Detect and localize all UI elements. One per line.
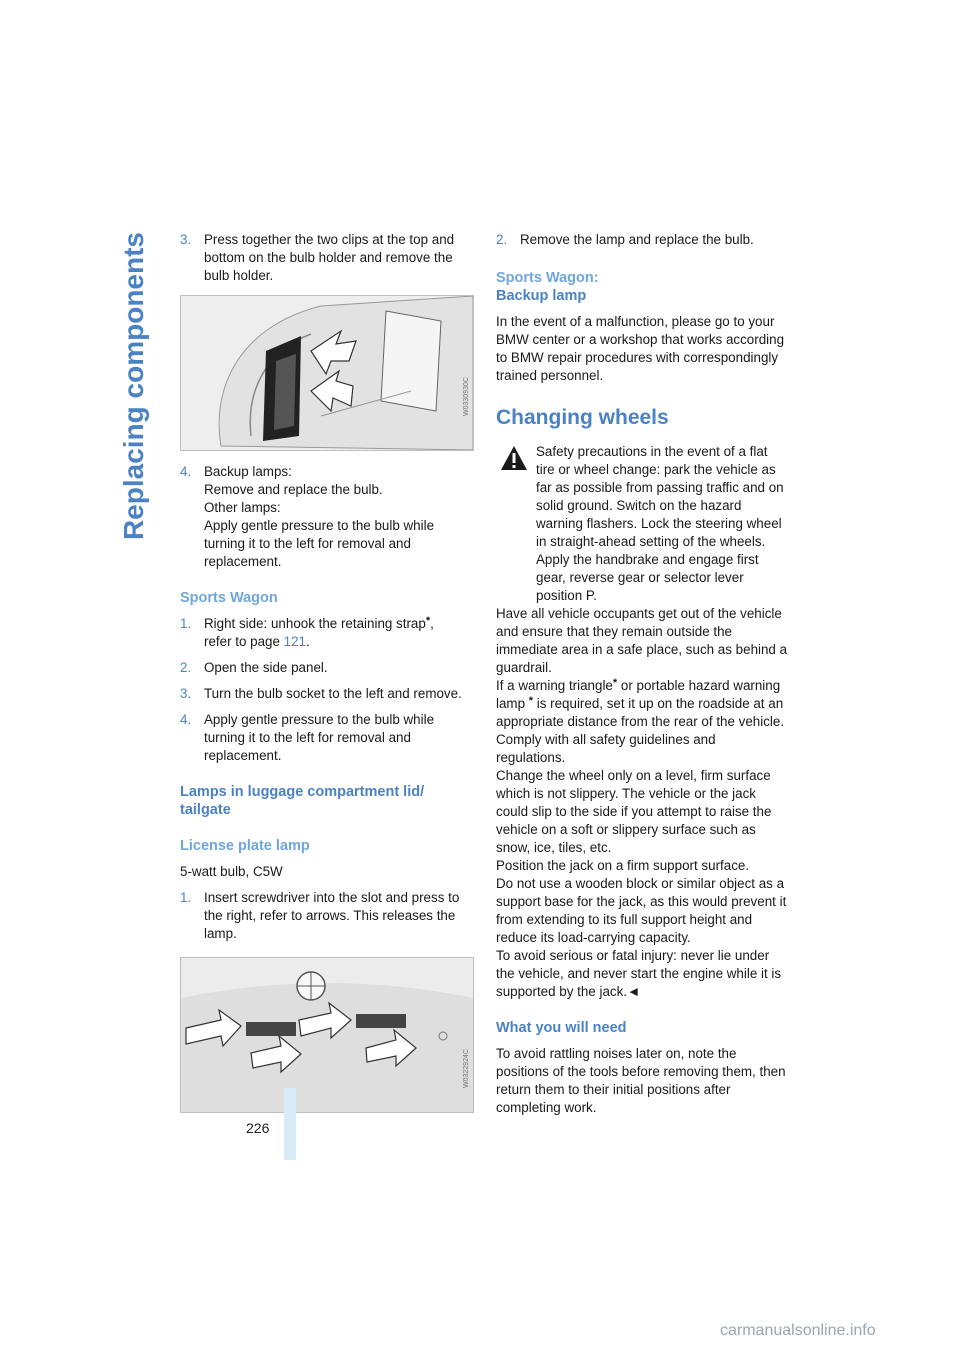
- step-text: Open the side panel.: [204, 660, 328, 675]
- step-text: Insert screwdriver into the slot and press to the right, refer to arrows. This releases the lamp.: [204, 890, 460, 941]
- warning-text-line: is required, set it up on the roadside at an appropriate distance from the rear of the vehicle. Comply with all safety guidelines and regulations.: [496, 696, 785, 765]
- list-item: [180, 659, 472, 677]
- warning-text: Do not use a wooden block or similar object as a support base for the jack, as this would prevent it from extending to its full support height and reduce its load-carrying capacity.: [496, 876, 787, 945]
- warning-block: [496, 443, 788, 605]
- warning-text: [536, 443, 788, 605]
- warning-text-line: Safety precautions in the event of a flat tire or wheel change: park the vehicle as far as possible from passing traffic and on solid ground. Switch on the hazard warning flashers. Lock the steering wheel in straight-ahead setting of the wheels. Apply the handbrake and engage first gear, reverse gear or selector lever position P.: [536, 444, 784, 603]
- section-heading: Sports Wagon: [180, 590, 278, 606]
- optional-equipment-star: *: [528, 695, 534, 707]
- step-text: .: [306, 634, 310, 649]
- warning-text: Position the jack on a firm support surface.: [496, 858, 750, 873]
- list-item: [180, 889, 472, 943]
- step-number: 2.: [496, 232, 508, 247]
- step-text: refer to page: [204, 634, 284, 649]
- section-heading: Lamps in luggage compartment lid/ tailgate: [180, 784, 425, 818]
- end-mark: ◄: [627, 984, 641, 999]
- section-heading: What you will need: [496, 1020, 627, 1036]
- step-text: Other lamps:: [204, 500, 281, 515]
- figure-code: W0322924C: [463, 1049, 470, 1088]
- step-number: 4.: [180, 712, 192, 727]
- list-item: [180, 711, 472, 765]
- warning-triangle-icon: [500, 445, 528, 476]
- list-item: [180, 231, 472, 285]
- step-text: Apply gentle pressure to the bulb while turning it to the left for removal and replacement.: [204, 518, 435, 569]
- bulb-holder-figure: [180, 295, 474, 451]
- warning-text: Have all vehicle occupants get out of the vehicle and ensure that they remain outside the immediate area in a safe place, such as behind a guardrail.: [496, 606, 788, 675]
- warning-text: [496, 947, 788, 1001]
- chapter-title-text: Replacing components: [118, 232, 149, 541]
- step-number: 1.: [180, 616, 192, 631]
- left-column: [180, 231, 472, 1125]
- list-item: [180, 615, 472, 651]
- step-text: Backup lamps:: [204, 464, 292, 479]
- warning-text-line: If a warning triangle: [496, 678, 613, 693]
- warning-text-line: To avoid serious or fatal injury: never lie under the vehicle, and never start the engine while it is supported by the jack.: [496, 948, 782, 999]
- step-text: Right side: unhook the retaining strap: [204, 616, 426, 631]
- list-item: [180, 463, 472, 571]
- warning-text: Change the wheel only on a level, firm surface which is not slippery. The vehicle or the jack could slip to the side if you attempt to raise the vehicle on a soft or slippery surface such as snow, ice, tiles, etc.: [496, 768, 772, 855]
- license-plate-lamp-figure: [180, 957, 474, 1113]
- warning-text: [496, 677, 788, 767]
- paragraph: In the event of a malfunction, please go to your BMW center or a workshop that works according to BMW repair procedures with correspondingly trained personnel.: [496, 314, 785, 383]
- step-text: Remove the lamp and replace the bulb.: [520, 232, 754, 247]
- step-text: Turn the bulb socket to the left and remove.: [204, 686, 462, 701]
- right-column: [496, 231, 788, 1125]
- warning-text-line: or portable hazard warning lamp: [496, 678, 781, 711]
- heading-line: Sports Wagon:: [496, 270, 599, 286]
- step-text: Apply gentle pressure to the bulb while turning it to the left for removal and replacement.: [204, 712, 435, 763]
- step-text: Remove and replace the bulb.: [204, 482, 383, 497]
- paragraph: To avoid rattling noises later on, note the positions of the tools before removing them, then return them to their initial positions after completing work.: [496, 1046, 786, 1115]
- figure-code: W0330930C: [463, 377, 470, 416]
- step-text: Press together the two clips at the top and bottom on the bulb holder and remove the bulb holder.: [204, 232, 455, 283]
- step-number: 3.: [180, 232, 192, 247]
- section-heading: [496, 269, 788, 305]
- page-number: 226: [246, 1120, 270, 1136]
- step-number: 4.: [180, 464, 192, 479]
- step-text: ,: [430, 616, 434, 631]
- optional-equipment-star: *: [612, 677, 618, 689]
- list-item: [496, 231, 788, 249]
- step-number: 1.: [180, 890, 192, 905]
- bulb-spec: 5-watt bulb, C5W: [180, 864, 283, 879]
- subsection-heading: License plate lamp: [180, 838, 310, 854]
- step-number: 3.: [180, 686, 192, 701]
- optional-equipment-star: *: [425, 615, 431, 627]
- watermark-text: carmanualsonline.info: [720, 1322, 876, 1339]
- page-link[interactable]: 121: [283, 634, 306, 649]
- chapter-heading: Changing wheels: [496, 406, 669, 429]
- page-edge-marker: [284, 1088, 296, 1160]
- heading-line: Backup lamp: [496, 288, 587, 304]
- list-item: [180, 685, 472, 703]
- step-number: 2.: [180, 660, 192, 675]
